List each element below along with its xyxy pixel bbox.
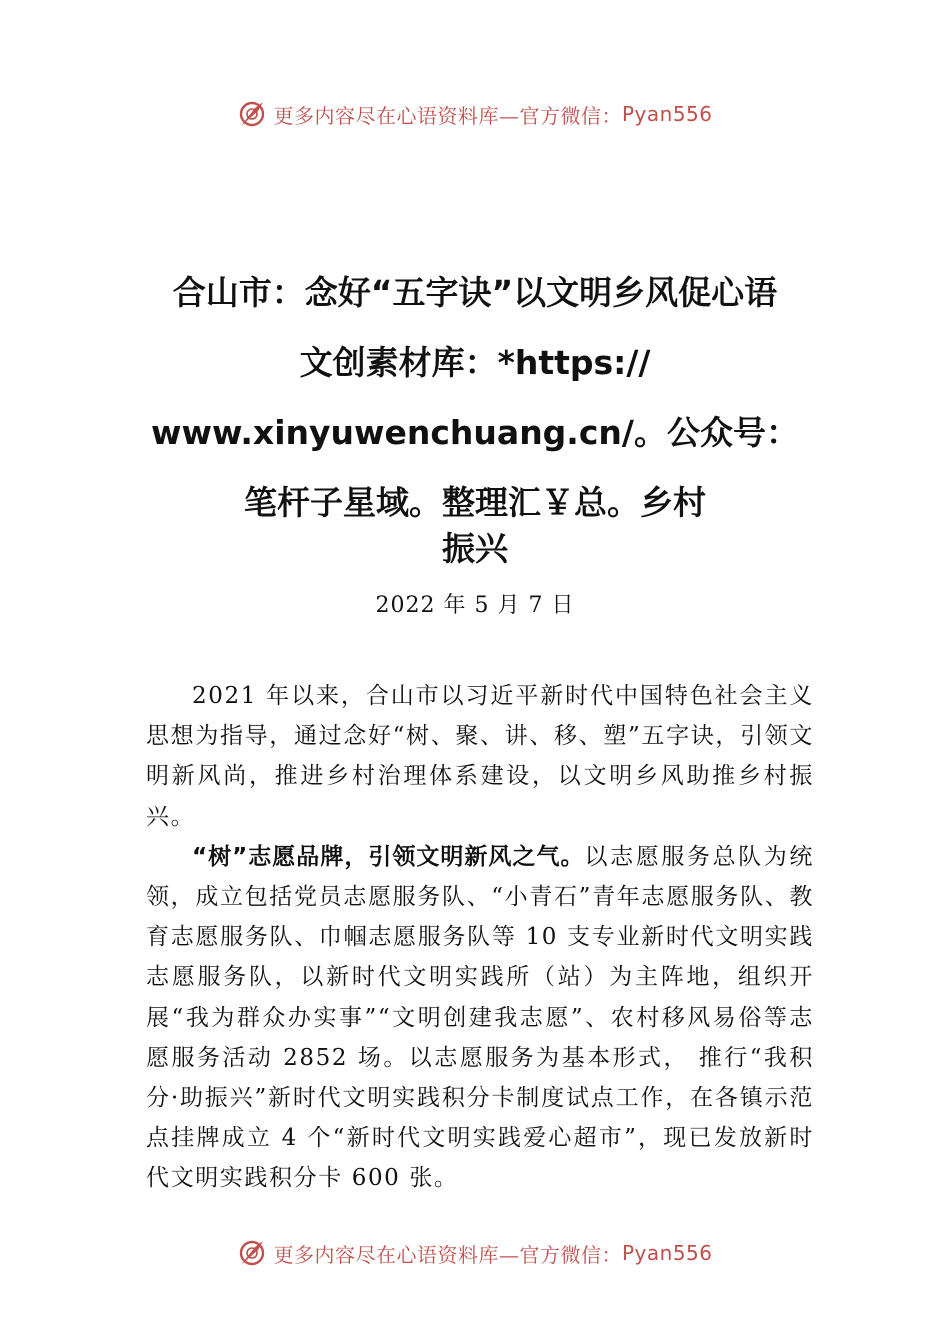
watermark-handle: Pyan556: [621, 102, 713, 126]
title-line: 合山市：念好“五字诀”以文明乡风促心语: [172, 273, 778, 312]
watermark-text: 更多内容尽在心语资料库—官方微信：: [273, 103, 622, 128]
body-paragraph: [146, 676, 814, 837]
document-date: 2022 年 5 月 7 日: [375, 593, 575, 618]
watermark-handle: Pyan556: [621, 1241, 713, 1265]
paragraph-text: 以志愿服务总队为统领，成立包括党员志愿服务队、“小青石”青年志愿服务队、教育志愿服务队、巾帼志愿服务队等 10 支专业新时代文明实践志愿服务队，以新时代文明实践所（站）为主阵地，组织开展“我为群众办实事”“文明创建我志愿”、农村移风易俗等志愿服务活动 2852 场。以志愿服务为基本形式， 推行“我积分·助振兴”新时代文明实践积分卡制度试点工作，在各镇示范点挂牌成立 4 个“新时代文明实践爱心超市”，现已发放新时代文明实践积分卡 600 张。: [146, 843, 814, 1192]
title-line: 笔杆子星域。整理汇￥总。乡村: [244, 483, 706, 522]
quill-circle-logo-icon: [237, 99, 267, 129]
body-paragraph: [146, 837, 814, 1199]
header-watermark: [0, 94, 950, 134]
document-body: [146, 676, 814, 1199]
title-line: www.xinyuwenchuang.cn/。公众号：: [151, 413, 799, 452]
footer-watermark: [0, 1233, 950, 1273]
title-line: 文创素材库：*https://: [299, 343, 651, 382]
title-line: 振兴: [442, 529, 508, 568]
document-title: [60, 258, 890, 574]
quill-circle-logo-icon: [237, 1238, 267, 1268]
paragraph-lead: “树”志愿品牌，引领文明新风之气。: [192, 843, 585, 870]
watermark-text: 更多内容尽在心语资料库—官方微信：: [273, 1242, 622, 1267]
paragraph-text: 2021 年以来，合山市以习近平新时代中国特色社会主义思想为指导，通过念好“树、聚、讲、移、塑”五字诀，引领文明新风尚，推进乡村治理体系建设，以文明乡风助推乡村振兴。: [146, 683, 814, 830]
